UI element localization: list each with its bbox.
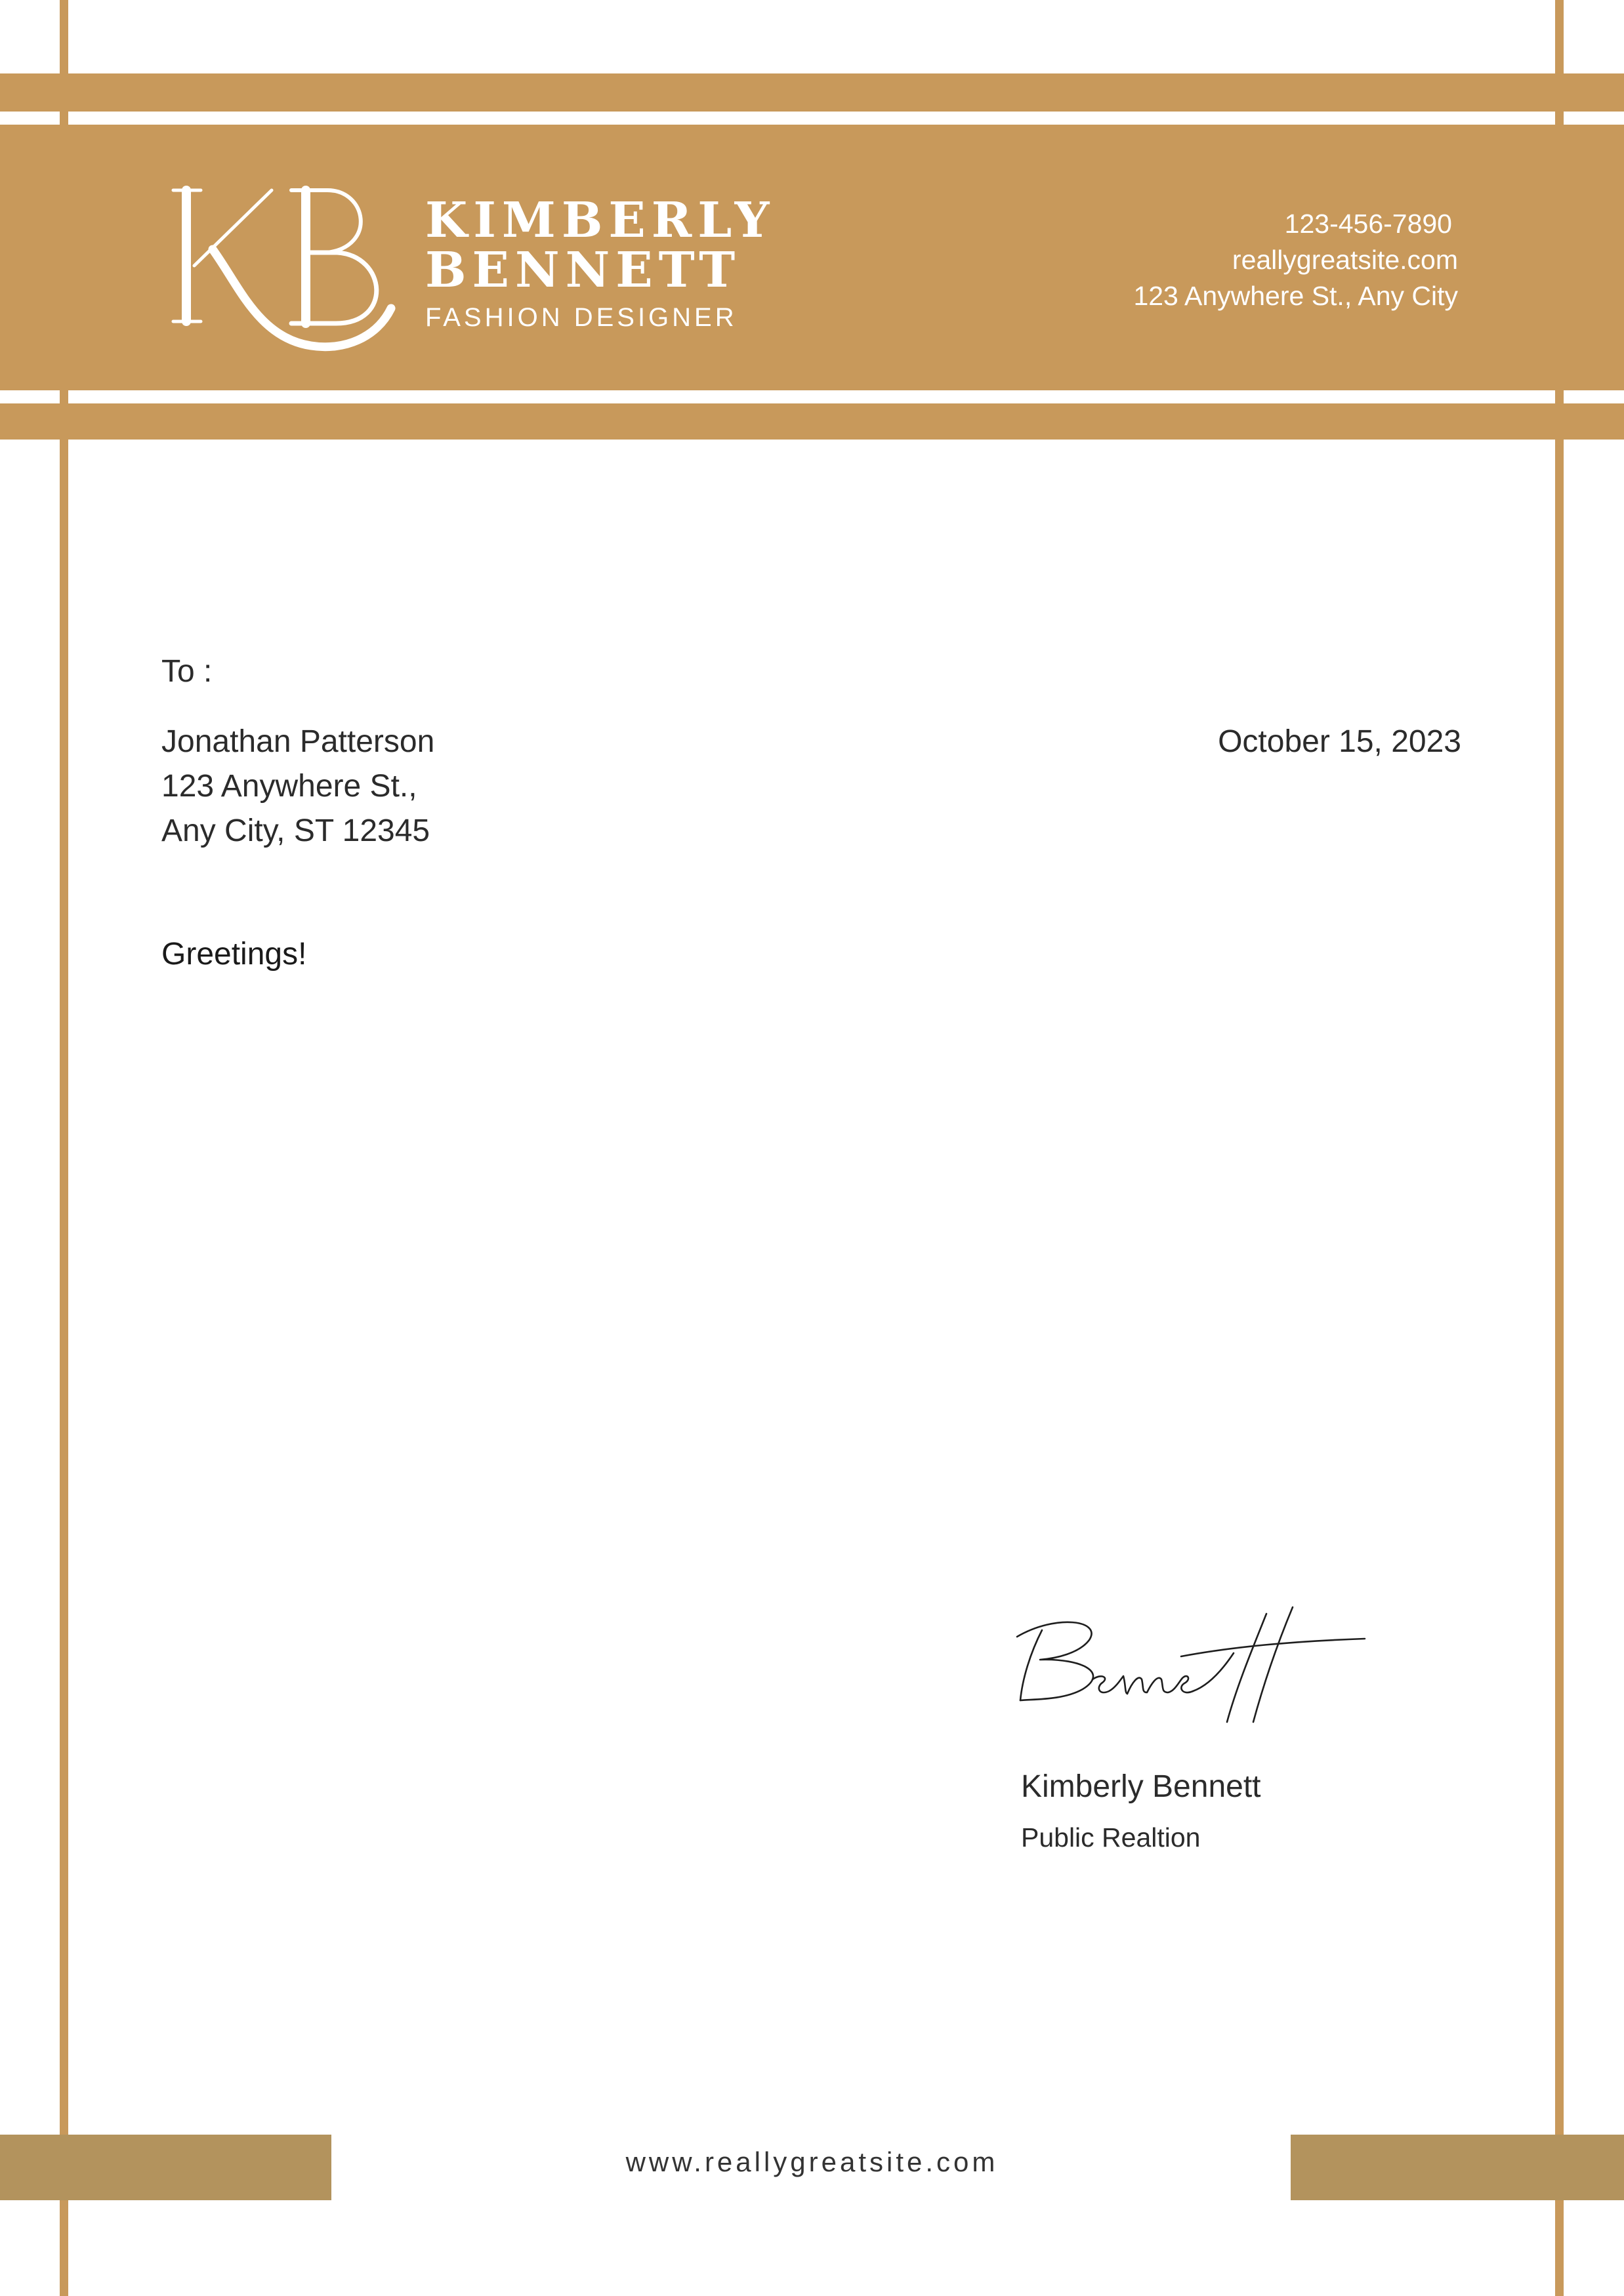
recipient-name: Jonathan Patterson (161, 724, 435, 759)
header-role: FASHION DESIGNER (425, 303, 738, 332)
header-name-last: BENNETT (425, 242, 741, 298)
header-website: reallygreatsite.com (1232, 245, 1458, 275)
header-name-first: KIMBERLY (425, 192, 776, 249)
handwritten-signature (1010, 1601, 1378, 1732)
signatory-title: Public Realtion (1021, 1822, 1201, 1853)
recipient-city: Any City, ST 12345 (161, 813, 430, 848)
header-top-stripe (0, 73, 1624, 112)
footer-url[interactable]: www.reallygreatsite.com (625, 2146, 999, 2177)
header-phone: 123-456-7890 (1284, 209, 1452, 239)
signatory-name: Kimberly Bennett (1021, 1769, 1261, 1804)
greeting: Greetings! (161, 937, 307, 972)
recipient-street: 123 Anywhere St., (161, 769, 417, 804)
header-address: 123 Anywhere St., Any City (1133, 281, 1458, 311)
letter-date: October 15, 2023 (1218, 724, 1461, 759)
to-label: To : (161, 654, 213, 689)
kb-monogram-logo (160, 174, 409, 358)
header-bottom-stripe (0, 403, 1624, 440)
